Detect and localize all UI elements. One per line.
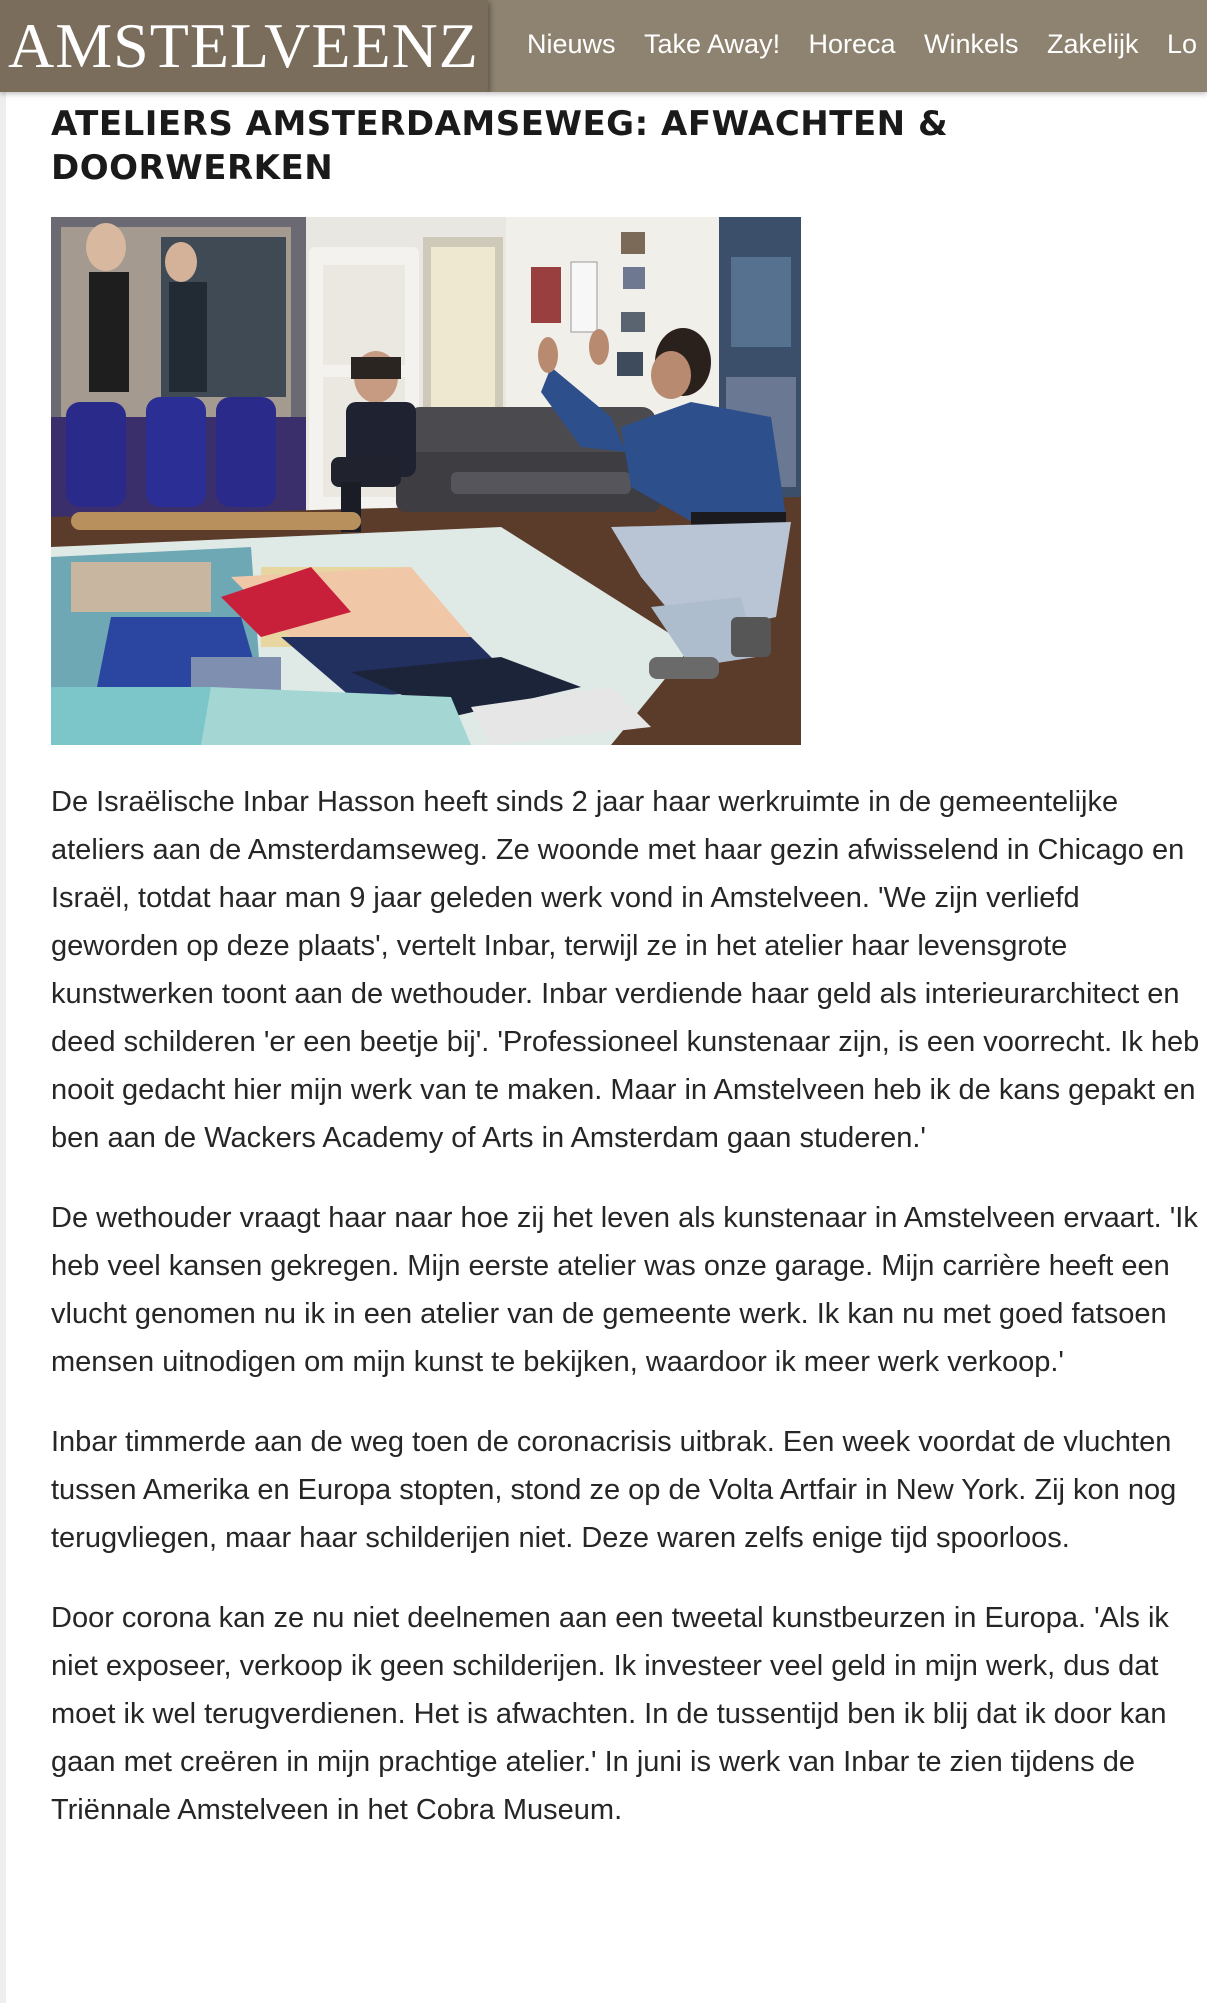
page-edge — [0, 0, 6, 2003]
nav-item-zakelijk[interactable]: Zakelijk — [1047, 29, 1139, 59]
atelier-photo-illustration — [51, 217, 801, 745]
article-paragraph-3: Inbar timmerde aan de weg toen de coronacrisis uitbrak. Een week voordat de vluchten tussen Amerika en Europa stopten, stond ze op de Volta Artfair in New York. Zij kon nog terugvliegen, maar haar schilderijen niet. Deze waren zelfs enige tijd spoorloos. — [51, 1426, 1177, 1554]
top-navigation-bar — [0, 0, 1207, 92]
main-nav — [527, 24, 1207, 64]
nav-item-lo[interactable]: Lo — [1166, 29, 1198, 59]
article-paragraph-4: Door corona kan ze nu niet deelnemen aan een tweetal kunstbeurzen in Europa. 'Als ik niet exposeer, verkoop ik geen schilderijen. Ik investeer veel geld in mijn werk, dus dat moet ik wel terugverdienen. Het is afwachten. In de tussentijd ben ik blij dat ik door kan gaan met creëren in mijn prachtige atelier.' In juni is werk van Inbar te zien tijdens de Triënnale Amstelveen in het Cobra Museum. — [51, 1602, 1169, 1826]
article-body — [51, 778, 1201, 1866]
nav-item-take-away[interactable]: Take Away! — [643, 29, 781, 59]
nav-item-winkels[interactable]: Winkels — [924, 29, 1019, 59]
site-logo[interactable] — [0, 0, 488, 92]
nav-item-horeca[interactable]: Horeca — [808, 29, 896, 59]
article-paragraph-2: De wethouder vraagt haar naar hoe zij het leven als kunstenaar in Amstelveen ervaart. 'Ik heb veel kansen gekregen. Mijn eerste atelier was onze garage. Mijn carrière heeft een vlucht genomen nu ik in een atelier van de gemeente werk. Ik kan nu met goed fatsoen mensen uitnodigen om mijn kunst te bekijken, waardoor ik meer werk verkoop.' — [51, 1202, 1198, 1378]
article-photo — [51, 217, 801, 745]
article-paragraph-1: De Israëlische Inbar Hasson heeft sinds 2 jaar haar werkruimte in de gemeentelijke ateliers aan de Amsterdamseweg. Ze woonde met haar gezin afwisselend in Chicago en Israël, totdat haar man 9 jaar geleden werk vond in Amstelveen. 'We zijn verliefd geworden op deze plaats', vertelt Inbar, terwijl ze in het atelier haar levensgrote kunstwerken toont aan de wethouder. Inbar verdiende haar geld als interieurarchitect en deed schilderen 'er een beetje bij'. 'Professioneel kunstenaar zijn, is een voorrecht. Ik heb nooit gedacht hier mijn werk van te maken. Maar in Amstelveen heb ik de kans gepakt en ben aan de Wackers Academy of Arts in Amsterdam gaan studeren.' — [51, 786, 1200, 1154]
article-title: ATELIERS AMSTERDAMSEWEG: AFWACHTEN & DOORWERKEN — [51, 104, 949, 188]
logo-wordmark: AMSTELVEENZ — [8, 10, 479, 81]
nav-item-nieuws[interactable]: Nieuws — [527, 29, 616, 59]
